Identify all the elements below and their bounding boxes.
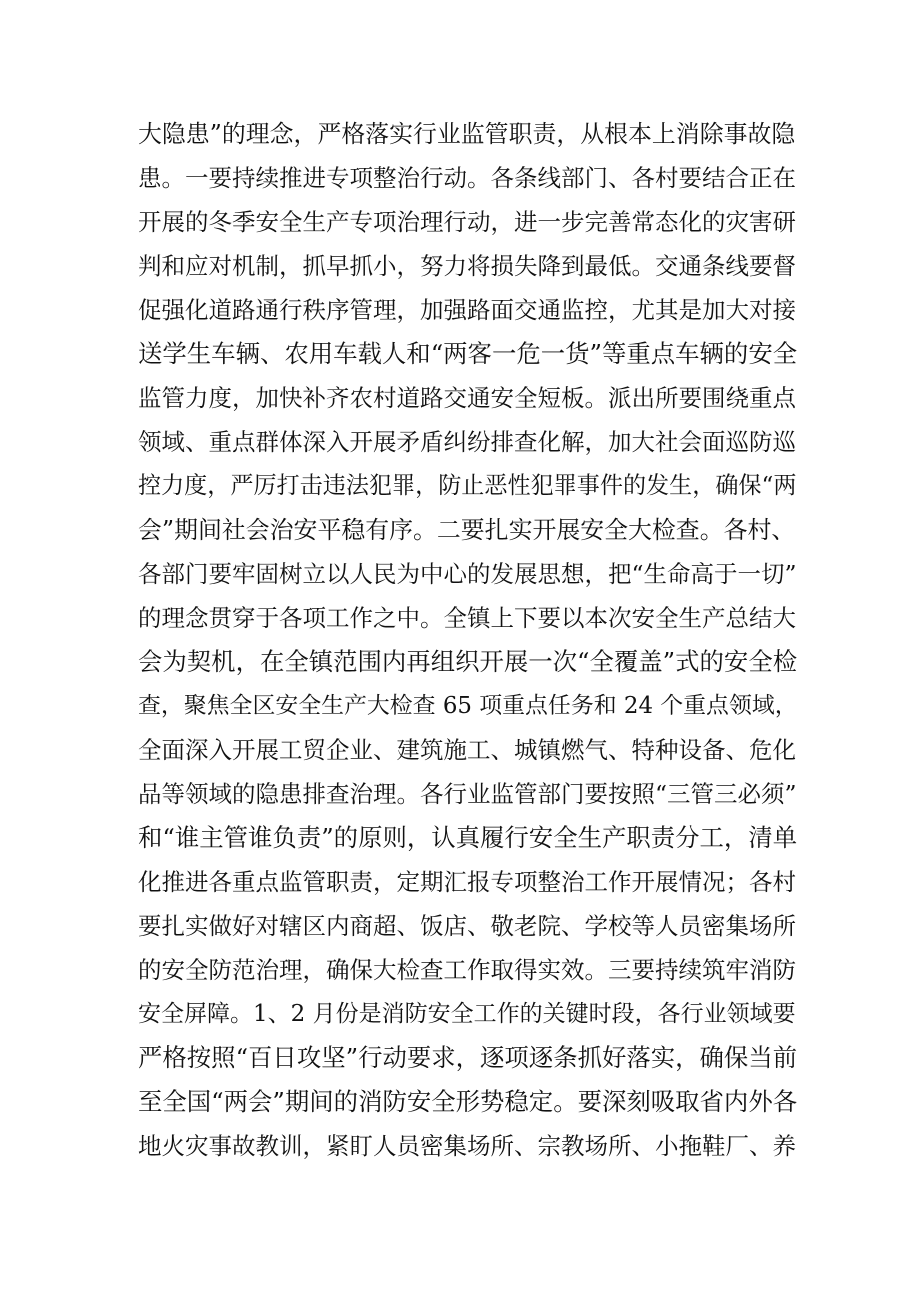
text-line: 控力度，严厉打击违法犯罪，防止恶性犯罪事件的发生，确保“两 — [138, 473, 797, 499]
text-line: 的理念贯穿于各项工作之中。全镇上下要以本次安全生产总结大 — [138, 604, 796, 632]
text-line: 促强化道路通行秩序管理，加强路面交通监控，尤其是加大对接 — [138, 296, 796, 324]
text-line: 全面深入开展工贸企业、建筑施工、城镇燃气、特种设备、危化 — [138, 736, 796, 764]
text-line: 监管力度，加快补齐农村道路交通安全短板。派出所要围绕重点 — [138, 384, 796, 412]
text-line: 开展的冬季安全生产专项治理行动，进一步完善常态化的灾害研 — [138, 208, 796, 236]
text-line: 严格按照“百日攻坚”行动要求，逐项逐条抓好落实，确保当前 — [138, 1043, 798, 1072]
text-line: 患。一要持续推进专项整治行动。各条线部门、各村要结合正在 — [138, 164, 796, 192]
text-line: 地火灾事故教训，紧盯人员密集场所、宗教场所、小拖鞋厂、养 — [138, 1132, 796, 1160]
text-line: 化推进各重点监管职责，定期汇报专项整治工作开展情况；各村 — [138, 868, 796, 896]
text-line: 查，聚焦全区安全生产大检查 65 项重点任务和 24 个重点领域， — [138, 693, 798, 719]
text-line: 会为契机，在全镇范围内再组织开展一次“全覆盖”式的安全检 — [138, 647, 798, 676]
text-line: 的安全防范治理，确保大检查工作取得实效。三要持续筑牢消防 — [138, 956, 796, 984]
text-line: 各部门要牢固树立以人民为中心的发展思想，把“生命高于一切” — [138, 560, 797, 588]
text-line: 安全屏障。1、2 月份是消防安全工作的关键时段，各行业领域要 — [138, 1001, 796, 1027]
text-line: 品等领域的隐患排查治理。各行业监管部门要按照“三管三必须” — [138, 780, 797, 808]
text-line: 大隐患”的理念，严格落实行业监管职责，从根本上消除事故隐 — [138, 120, 796, 148]
body-paragraph — [138, 112, 798, 1168]
text-line: 和“谁主管谁负责”的原则，认真履行安全生产职责分工，清单 — [138, 823, 798, 852]
text-line: 领域、重点群体深入开展矛盾纠纷排查化解，加大社会面巡防巡 — [138, 428, 796, 456]
text-line: 要扎实做好对辖区内商超、饭店、敬老院、学校等人员密集场所 — [138, 912, 796, 940]
text-line: 判和应对机制，抓早抓小，努力将损失降到最低。交通条线要督 — [138, 252, 796, 280]
text-line: 会”期间社会治安平稳有序。二要扎实开展安全大检查。各村、 — [138, 516, 796, 544]
text-line: 送学生车辆、农用车载人和“两客一危一货”等重点车辆的安全 — [138, 339, 798, 368]
text-line: 至全国“两会”期间的消防安全形势稳定。要深刻吸取省内外各 — [138, 1087, 798, 1116]
